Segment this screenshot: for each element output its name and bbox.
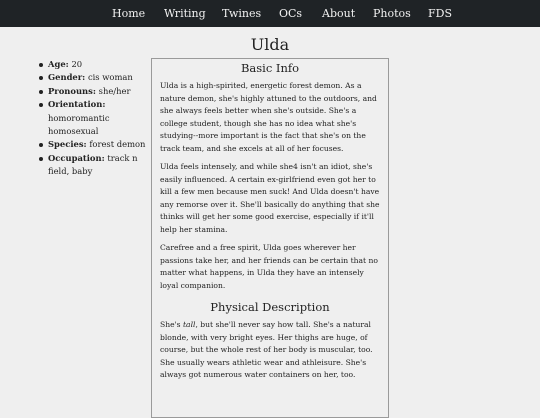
nav-twines[interactable]: Twines: [222, 7, 262, 20]
stat-value: homosexual: [48, 126, 99, 137]
stat-value: 20: [71, 59, 83, 69]
text-span: She's: [160, 320, 183, 329]
nav-fds[interactable]: FDS: [428, 7, 452, 20]
nav-home[interactable]: Home: [112, 7, 146, 20]
stat-label: Gender:: [48, 72, 86, 83]
stat-value: she/her: [98, 85, 131, 96]
stat-orientation: [38, 98, 148, 138]
nav-photos[interactable]: Photos: [373, 7, 411, 20]
page-title: Ulda: [250, 35, 290, 54]
stat-value: cis woman: [87, 72, 133, 83]
stat-label: Species:: [48, 139, 87, 150]
stat-pronouns: [38, 85, 148, 98]
basic-info-paragraph: Carefree and a free spirit, Ulda goes wherever her passions take her, and her friends can be certain that no matter what happens, in Ulda they have an intensely loyal companion.: [160, 243, 378, 290]
stat-gender: [38, 71, 148, 84]
character-stats-list: [38, 58, 148, 179]
physical-description-heading: Physical Description: [210, 300, 330, 314]
stat-age: [38, 58, 148, 71]
top-nav: [0, 0, 540, 27]
stat-label: Occupation:: [48, 152, 105, 163]
nav-about[interactable]: About: [322, 7, 356, 20]
emphasis-text: tall: [183, 320, 196, 329]
stat-occupation: [38, 152, 148, 179]
basic-info-paragraph: Ulda feels intensely, and while she4 isn't an idiot, she's easily influenced. A certain ex-girlfriend even got her to kill a few men because men suck! And Ulda doesn't have any remorse over it. She'll basically do anything that she thinks will get her some good exercise, especially if it'll help her stamina.: [160, 162, 380, 234]
stat-label: Orientation:: [48, 99, 106, 110]
stat-value: forest demon: [89, 139, 146, 150]
stat-value: track n field, baby: [48, 152, 138, 177]
nav-ocs[interactable]: OCs: [279, 7, 303, 20]
stat-label: Pronouns:: [48, 85, 96, 96]
basic-info-paragraph: Ulda is a high-spirited, energetic forest demon. As a nature demon, she's highly attuned to the outdoors, and she always feels better when she's outside. She's a college student, though she has no idea what she's studying--more important is the fact that she's on the track team, and she excels at all of her focuses.: [160, 81, 377, 153]
basic-info-heading: Basic Info: [240, 61, 300, 75]
stat-value: homoromantic: [48, 112, 110, 123]
text-span: , but she'll never say how tall. She's a natural blonde, with very bright eyes. Her thighs are huge, of course, but the whole rest of her body is muscular, too. She usually wears athletic wear and athleisure. She's always got numerous water containers on her, too.: [160, 320, 373, 379]
nav-writing[interactable]: Writing: [164, 7, 206, 20]
stat-label: Age:: [48, 59, 69, 69]
content-panel: [151, 58, 389, 418]
physical-description-paragraph: [160, 319, 380, 382]
stat-species: [38, 138, 148, 151]
